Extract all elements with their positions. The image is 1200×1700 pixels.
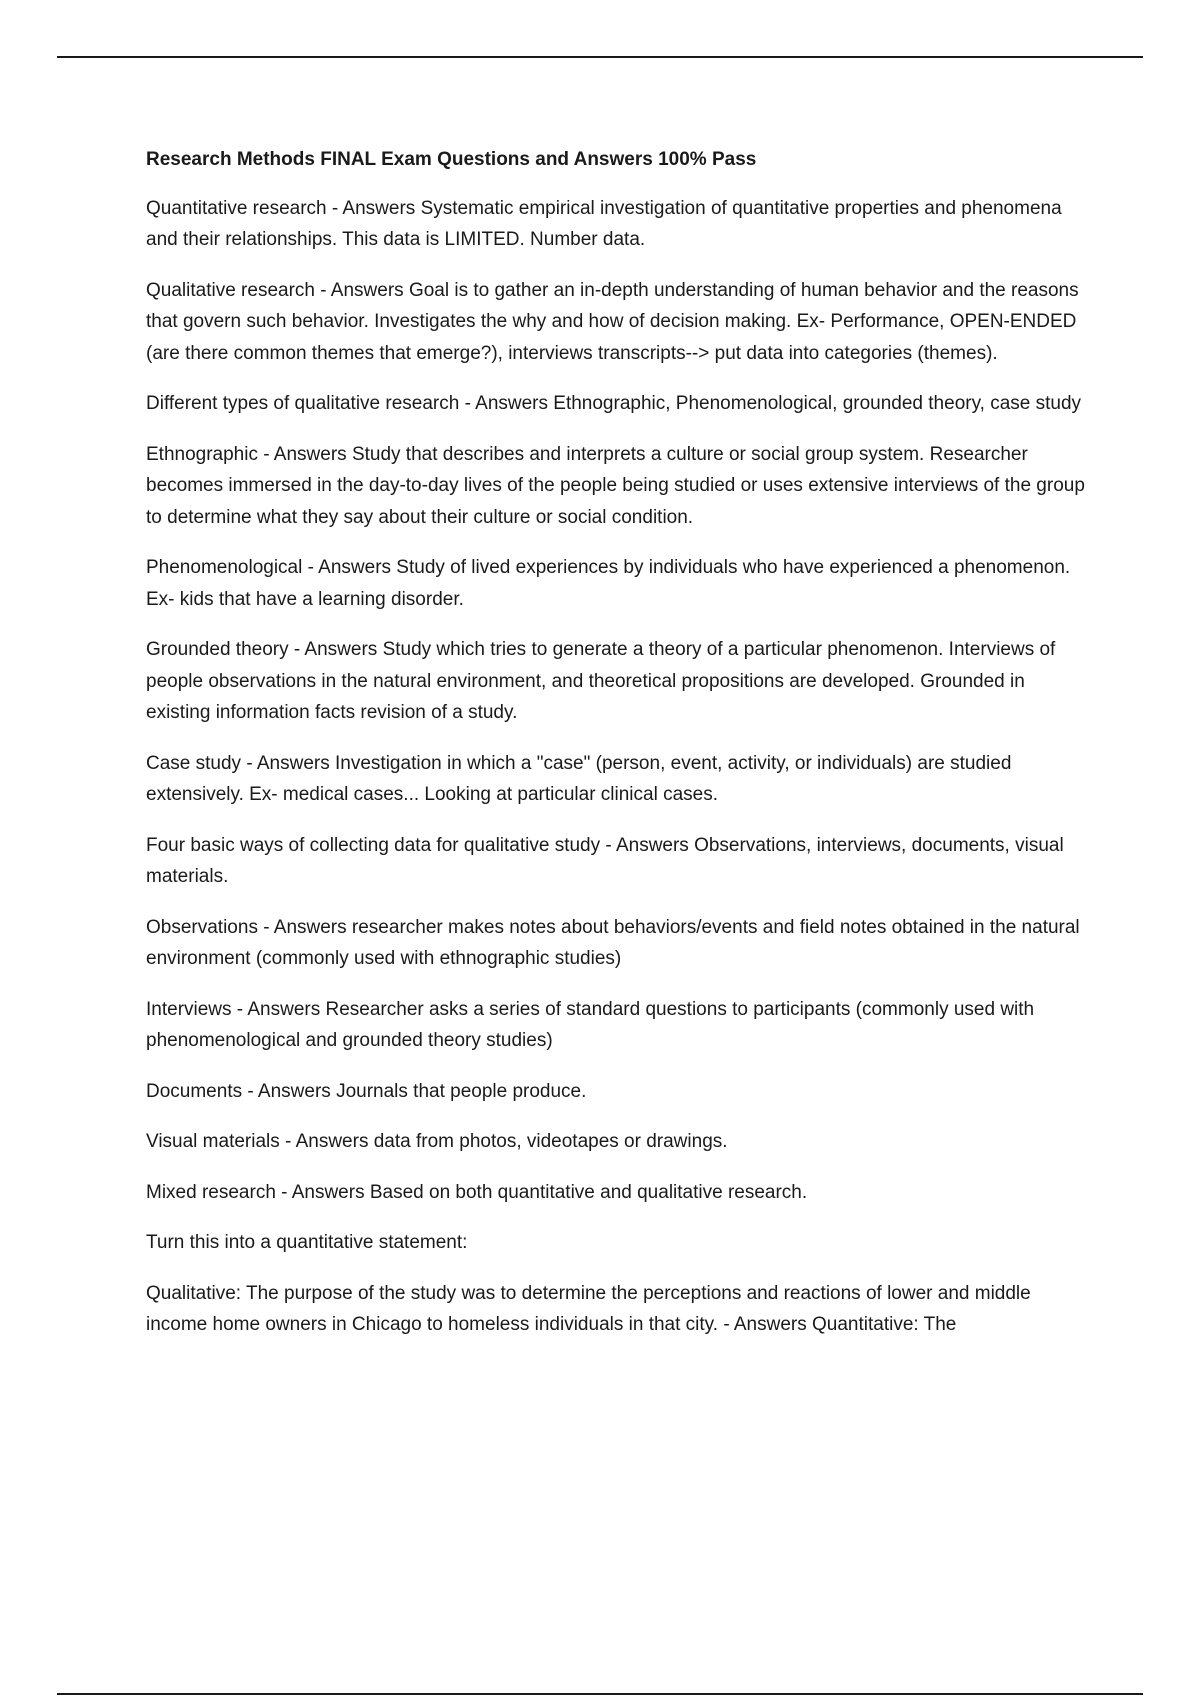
qa-paragraph-data-collection-ways: Four basic ways of collecting data for qualitative study - Answers Observations, interviews, documents, visual materials. bbox=[146, 834, 1064, 887]
qa-paragraph-qualitative-example: Qualitative: The purpose of the study was to determine the perceptions and reactions of lower and middle income home owners in Chicago to homeless individuals in that city. - Answers Quantitative: The bbox=[146, 1282, 1031, 1335]
qa-paragraph-documents: Documents - Answers Journals that people produce. bbox=[146, 1080, 587, 1102]
qa-paragraph-phenomenological: Phenomenological - Answers Study of lived experiences by individuals who have experienced a phenomenon. Ex- kids that have a learning disorder. bbox=[146, 557, 1071, 610]
qa-paragraph-types-of-qualitative-research: Different types of qualitative research - Answers Ethnographic, Phenomenological, grounded theory, case study bbox=[146, 393, 1082, 414]
header-rule bbox=[57, 56, 1143, 58]
qa-paragraph-grounded-theory: Grounded theory - Answers Study which tries to generate a theory of a particular phenomenon. Interviews of people observations in the natural environment, and theoretical propositions are developed. Grounded in existing information facts revision of a study. bbox=[146, 639, 1056, 723]
qa-paragraph-mixed-research: Mixed research - Answers Based on both quantitative and qualitative research. bbox=[146, 1181, 808, 1203]
qa-paragraph-qualitative-research: Qualitative research - Answers Goal is to gather an in-depth understanding of human behavior and the reasons that govern such behavior. Investigates the why and how of decision making. Ex- Performance, OPEN-ENDED (are there common themes that emerge?), interviews transcripts--> put data into categories (themes). bbox=[146, 279, 1079, 364]
document-body bbox=[146, 144, 1092, 1360]
qa-paragraph-observations: Observations - Answers researcher makes notes about behaviors/events and field notes obtained in the natural environment (commonly used with ethnographic studies) bbox=[146, 916, 1080, 969]
document-title: Research Methods FINAL Exam Questions and Answers 100% Pass bbox=[146, 149, 757, 170]
qa-paragraph-ethnographic: Ethnographic - Answers Study that describes and interprets a culture or social group system. Researcher becomes immersed in the day-to-day lives of the people being studied or uses extensive interviews of the group to determine what they say about their culture or social condition. bbox=[146, 443, 1085, 528]
footer-rule bbox=[57, 1693, 1143, 1695]
qa-paragraph-quantitative-statement-prompt: Turn this into a quantitative statement: bbox=[146, 1232, 468, 1253]
qa-paragraph-case-study: Case study - Answers Investigation in which a "case" (person, event, activity, or individuals) are studied extensively. Ex- medical cases... Looking at particular clinical cases. bbox=[146, 752, 1012, 805]
qa-paragraph-quantitative-research: Quantitative research - Answers Systematic empirical investigation of quantitative properties and phenomena and their relationships. This data is LIMITED. Number data. bbox=[146, 197, 1062, 250]
qa-paragraph-visual-materials: Visual materials - Answers data from photos, videotapes or drawings. bbox=[146, 1131, 728, 1152]
qa-paragraph-interviews: Interviews - Answers Researcher asks a series of standard questions to participants (commonly used with phenomenological and grounded theory studies) bbox=[146, 998, 1035, 1051]
